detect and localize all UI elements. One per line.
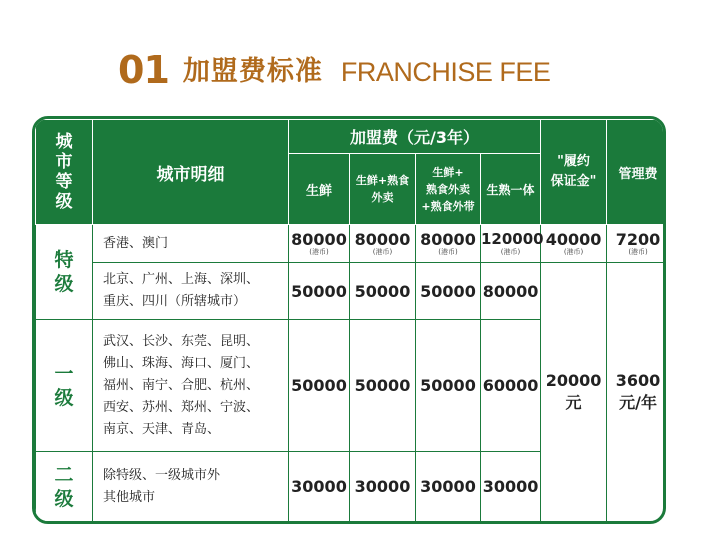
fee-cell: 50000 bbox=[350, 263, 416, 320]
fee-cell: 30000 bbox=[481, 452, 541, 522]
fee-cell: 50000 bbox=[416, 320, 481, 452]
title-english: FRANCHISE FEE bbox=[340, 57, 551, 87]
header-management-fee: 管理费 bbox=[607, 120, 666, 225]
table-row bbox=[36, 263, 667, 320]
fee-cell: 30000 bbox=[289, 452, 350, 522]
fee-table-card bbox=[32, 116, 666, 524]
management-cell: 7200 (港币) bbox=[607, 225, 666, 263]
management-merged: 3600 元/年 bbox=[607, 263, 666, 522]
fee-cell: 120000 (港币) bbox=[481, 225, 541, 263]
fee-cell: 50000 bbox=[289, 320, 350, 452]
level-second: 二级 bbox=[36, 452, 93, 522]
fee-cell: 80000 bbox=[481, 263, 541, 320]
cities-second: 除特级、一级城市外 其他城市 bbox=[93, 452, 289, 522]
header-city-level: 城市等级 bbox=[36, 120, 93, 225]
cities-hk: 香港、澳门 bbox=[93, 225, 289, 263]
section-number: 01 bbox=[118, 48, 169, 92]
table-row bbox=[36, 225, 667, 263]
header-col-integrated: 生熟一体 bbox=[481, 154, 541, 225]
fee-cell: 50000 bbox=[350, 320, 416, 452]
header-city-detail: 城市明细 bbox=[93, 120, 289, 225]
fee-cell: 30000 bbox=[350, 452, 416, 522]
level-special: 特级 bbox=[36, 225, 93, 320]
franchise-fee-table bbox=[35, 119, 666, 522]
header-col-raw: 生鲜 bbox=[289, 154, 350, 225]
fee-cell: 80000 (港币) bbox=[350, 225, 416, 263]
fee-cell: 80000 (港币) bbox=[289, 225, 350, 263]
level-first: 一级 bbox=[36, 320, 93, 452]
deposit-merged: 20000 元 bbox=[541, 263, 607, 522]
cities-first: 武汉、长沙、东莞、昆明、 佛山、珠海、海口、厦门、 福州、南宁、合肥、杭州、 西安、苏州、郑州、宁波、 南京、天津、青岛、 bbox=[93, 320, 289, 452]
header-franchise-fee: 加盟费（元/3年） bbox=[289, 120, 541, 154]
title-chinese: 加盟费标准 bbox=[182, 56, 323, 87]
fee-cell: 50000 bbox=[416, 263, 481, 320]
fee-cell: 60000 bbox=[481, 320, 541, 452]
fee-cell: 30000 bbox=[416, 452, 481, 522]
header-deposit: "履约 保证金" bbox=[541, 120, 607, 225]
deposit-cell: 40000 (港币) bbox=[541, 225, 607, 263]
fee-cell: 50000 bbox=[289, 263, 350, 320]
cities-special: 北京、广州、上海、深圳、 重庆、四川（所辖城市） bbox=[93, 263, 289, 320]
header-col-full: 生鲜+ 熟食外卖 +熟食外带 bbox=[416, 154, 481, 225]
fee-cell: 80000 (港币) bbox=[416, 225, 481, 263]
page-title bbox=[118, 40, 550, 90]
header-col-raw-cooked: 生鲜+熟食 外卖 bbox=[350, 154, 416, 225]
